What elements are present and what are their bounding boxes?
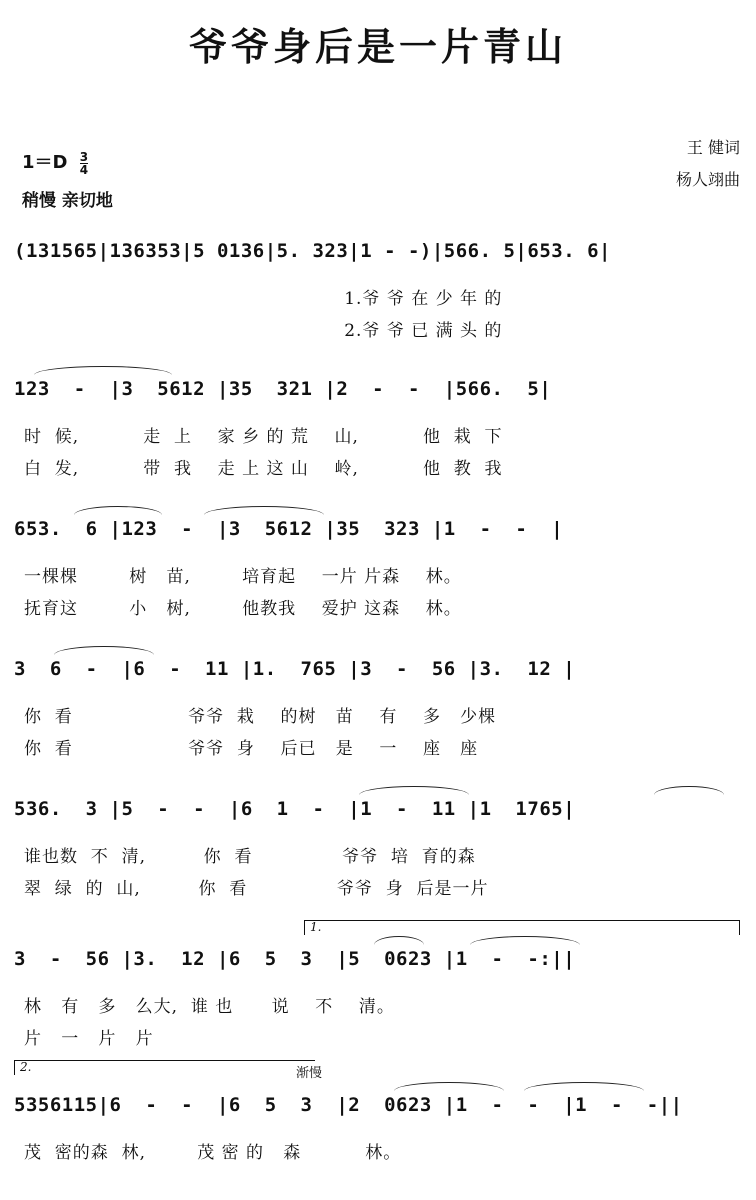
lyric-verse-2: 白 发, 带 我 走 上 这 山 岭, 他 教 我 xyxy=(24,459,503,479)
lyric-verse-1: 1.爷 爷 在 少 年 的 xyxy=(24,289,503,309)
notation-line: 3 - 56 |3. 12 |6 5 3 |5 0623 |1 - -:|| xyxy=(14,948,576,970)
volta-bracket xyxy=(14,1060,315,1075)
composer-credit: 杨人翊曲 xyxy=(675,170,740,189)
music-system-7 xyxy=(14,1060,742,1188)
notation-line: 536. 3 |5 - - |6 1 - |1 - 11 |1 1765| xyxy=(14,798,576,820)
lyric-verse-1: 时 候, 走 上 家 乡 的 荒 山, 他 栽 下 xyxy=(24,427,503,447)
music-system-1 xyxy=(14,234,742,341)
volta-label: 2. xyxy=(20,1060,32,1074)
lyric-verse-2: 抚育这 小 树, 他教我 爱护 这森 林。 xyxy=(24,599,462,619)
lyric-verse-1: 茂 密的森 林, 茂 密 的 森 林。 xyxy=(24,1143,402,1163)
lyric-verse-2: 翠 绿 的 山, 你 看 爷爷 身 后是一片 xyxy=(24,879,489,899)
lyric-verse-2: 2.爷 爷 已 满 头 的 xyxy=(24,321,503,341)
lyric-verse-1: 谁也数 不 清, 你 看 爷爷 培 育的森 xyxy=(24,847,476,867)
music-system-4 xyxy=(14,652,742,759)
volta-label: 1. xyxy=(310,920,322,934)
time-numerator: 3 xyxy=(79,149,89,164)
notation-line: 123 - |3 5612 |35 321 |2 - - |566. 5| xyxy=(14,378,552,400)
notation-line: 5356115|6 - - |6 5 3 |2 0623 |1 - - |1 - -|| xyxy=(14,1094,683,1116)
time-denominator: 4 xyxy=(79,162,89,177)
lyric-verse-1: 林 有 多 么大, 谁 也 说 不 清。 xyxy=(24,997,395,1017)
music-system-2 xyxy=(14,372,742,479)
key-label: 1＝D xyxy=(22,152,68,173)
tempo-change-marking: 渐慢 xyxy=(296,1066,323,1081)
music-system-3 xyxy=(14,512,742,619)
key-signature xyxy=(22,148,88,176)
lyric-verse-1: 你 看 爷爷 栽 的树 苗 有 多 少棵 xyxy=(24,707,497,727)
notation-line: (131565|136353|5 0136|5. 323|1 - -)|566. 5|653. 6| xyxy=(14,240,611,262)
notation-line: 3 6 - |6 - 11 |1. 765 |3 - 56 |3. 12 | xyxy=(14,658,576,680)
volta-bracket xyxy=(304,920,740,935)
music-system-6 xyxy=(14,920,742,1049)
time-signature xyxy=(80,151,88,176)
lyric-verse-2: 片 一 片 片 xyxy=(24,1029,154,1049)
notation-line: 653. 6 |123 - |3 5612 |35 323 |1 - - | xyxy=(14,518,564,540)
lyric-verse-2: 你 看 爷爷 身 后已 是 一 座 座 xyxy=(24,739,479,759)
song-title: 爷爷身后是一片青山 xyxy=(188,25,567,69)
tempo-marking: 稍慢 亲切地 xyxy=(22,191,113,211)
music-system-5 xyxy=(14,792,742,899)
lyricist-credit: 王 健词 xyxy=(686,138,740,157)
lyric-verse-1: 一棵棵 树 苗, 培育起 一片 片森 林。 xyxy=(24,567,462,587)
credits xyxy=(676,132,740,196)
